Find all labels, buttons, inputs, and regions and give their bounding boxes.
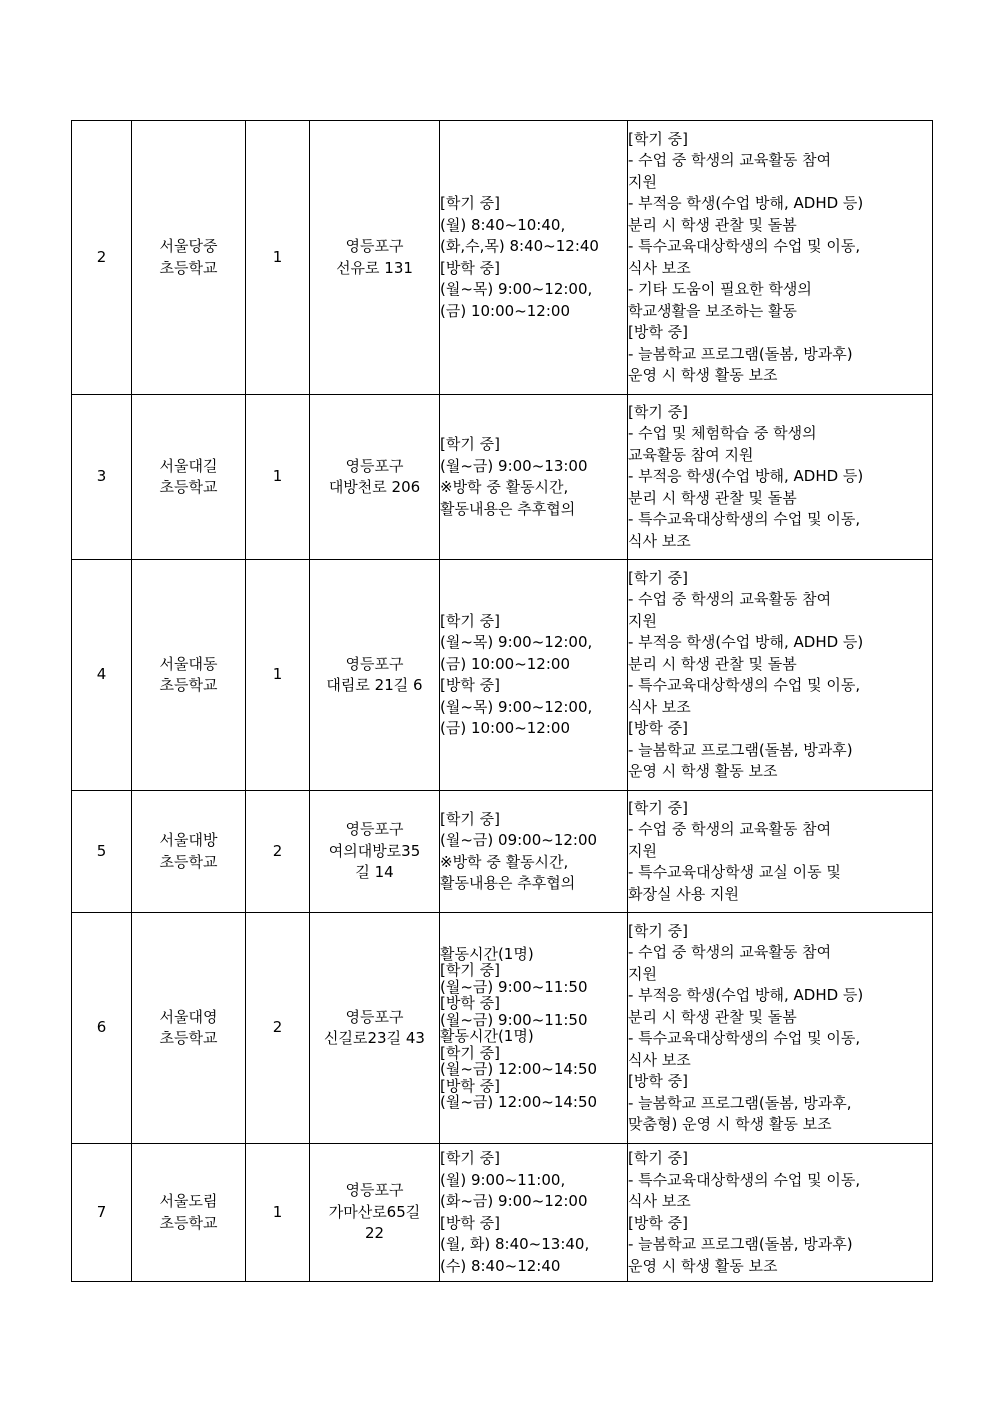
school-name: [132, 395, 246, 560]
school-line: 초등학교: [159, 1213, 218, 1232]
duties-line: 지원: [628, 964, 657, 983]
school-address: [310, 913, 440, 1144]
address-line: 길 14: [355, 863, 394, 882]
hours-line: [방학 중]: [440, 258, 500, 277]
duties-line: 식사 보조: [628, 1050, 691, 1069]
hours-line: (월~목) 9:00~12:00,: [440, 697, 593, 716]
address-line: 대방천로 206: [328, 478, 421, 496]
hours-line: [학기 중]: [440, 1149, 500, 1167]
table-row: [72, 1144, 933, 1282]
address-line: 여의대방로35: [328, 841, 421, 860]
hours-line: [방학 중]: [440, 1213, 500, 1232]
duties-line: 분리 시 학생 관찰 및 돌봄: [628, 1007, 797, 1026]
hours-line: (금) 10:00~12:00: [440, 301, 570, 320]
address-line: 영등포구: [345, 1181, 404, 1200]
hours-line: 활동내용은 추후협의: [440, 499, 576, 518]
headcount: 2: [246, 791, 310, 913]
duties-line: - 특수교육대상학생의 수업 및 이동,: [628, 1170, 861, 1189]
duties-line: 운영 시 학생 활동 보조: [628, 366, 778, 384]
duties-line: 분리 시 학생 관찰 및 돌봄: [628, 488, 797, 507]
hours-line: (월~금) 9:00~11:50: [440, 977, 588, 996]
address-line: 선유로 131: [336, 258, 413, 277]
duties-line: - 부적응 학생(수업 방해, ADHD 등): [628, 633, 864, 651]
duties-line: - 특수교육대상학생의 수업 및 이동,: [628, 1029, 861, 1047]
hours-line: [학기 중]: [440, 1043, 500, 1062]
school-name: [132, 121, 246, 395]
row-number: 7: [72, 1144, 132, 1282]
school-address: [310, 1144, 440, 1282]
duties-line: [방학 중]: [628, 719, 688, 737]
school-name: [132, 1144, 246, 1282]
working-hours: [440, 121, 628, 395]
duties-line: - 부적응 학생(수업 방해, ADHD 등): [628, 194, 864, 212]
hours-line: [학기 중]: [440, 435, 500, 453]
working-hours: [440, 791, 628, 913]
duties-line: 지원: [628, 611, 657, 630]
duties-line: 화장실 사용 지원: [628, 884, 739, 903]
headcount: 1: [246, 121, 310, 395]
duty-description: [628, 913, 933, 1144]
duties-line: - 늘봄학교 프로그램(돌봄, 방과후): [628, 740, 853, 759]
hours-line: [방학 중]: [440, 676, 500, 694]
duties-line: [학기 중]: [628, 1149, 688, 1167]
hours-line: (월) 8:40~10:40,: [440, 215, 566, 234]
table-row: [72, 121, 933, 395]
duties-line: - 부적응 학생(수업 방해, ADHD 등): [628, 986, 864, 1004]
duties-line: [학기 중]: [628, 129, 688, 148]
row-number: 3: [72, 395, 132, 560]
duties-line: 맞춤형) 운영 시 학생 활동 보조: [628, 1115, 832, 1133]
hours-line: 활동시간(1명): [440, 1027, 534, 1045]
hours-line: (월~금) 12:00~14:50: [440, 1093, 598, 1111]
working-hours: [440, 560, 628, 791]
school-address: [310, 560, 440, 791]
hours-line: (금) 10:00~12:00: [440, 719, 570, 737]
headcount: 2: [246, 913, 310, 1144]
table-row: [72, 913, 933, 1144]
duties-line: 교육활동 참여 지원: [628, 445, 754, 464]
duties-line: - 늘봄학교 프로그램(돌봄, 방과후,: [628, 1093, 852, 1112]
duties-line: [학기 중]: [628, 921, 688, 940]
duty-description: [628, 121, 933, 395]
duty-description: [628, 560, 933, 791]
school-line: 초등학교: [159, 258, 218, 277]
hours-line: (월~목) 9:00~12:00,: [440, 280, 593, 298]
table-row: [72, 395, 933, 560]
hours-line: ※방학 중 활동시간,: [440, 478, 569, 496]
hours-line: 활동시간(1명): [440, 944, 534, 963]
hours-line: [학기 중]: [440, 961, 500, 979]
hours-line: (금) 10:00~12:00: [440, 654, 570, 673]
address-line: 영등포구: [345, 456, 404, 475]
duties-line: 식사 보조: [628, 1192, 691, 1210]
address-line: 대림로 21길 6: [326, 676, 423, 694]
hours-line: (월~금) 9:00~11:50: [440, 1010, 588, 1029]
duty-description: [628, 395, 933, 560]
duties-line: - 수업 중 학생의 교육활동 참여: [628, 151, 832, 169]
duties-line: 지원: [628, 172, 657, 191]
address-line: 가마산로65길: [328, 1202, 421, 1221]
hours-line: (월) 9:00~11:00,: [440, 1170, 566, 1189]
school-line: 초등학교: [159, 852, 218, 871]
duties-line: - 기타 도움이 필요한 학생의: [628, 280, 812, 298]
duties-line: - 특수교육대상학생의 수업 및 이동,: [628, 510, 861, 529]
duties-line: [방학 중]: [628, 323, 688, 341]
headcount: 1: [246, 395, 310, 560]
duty-description: [628, 791, 933, 913]
address-line: 영등포구: [345, 1007, 404, 1026]
duties-line: 식사 보조: [628, 697, 691, 716]
row-number: 2: [72, 121, 132, 395]
duties-line: 식사 보조: [628, 531, 691, 550]
school-name: [132, 791, 246, 913]
hours-line: [학기 중]: [440, 194, 500, 212]
duties-line: - 수업 중 학생의 교육활동 참여: [628, 943, 832, 961]
duties-line: - 부적응 학생(수업 방해, ADHD 등): [628, 467, 864, 486]
duties-line: - 수업 및 체험학습 중 학생의: [628, 424, 817, 443]
school-assistant-table: [71, 120, 933, 1282]
school-name: [132, 560, 246, 791]
hours-line: (월, 화) 8:40~13:40,: [440, 1235, 590, 1253]
hours-line: (월~금) 9:00~13:00: [440, 456, 588, 475]
school-line: 서울대길: [159, 456, 218, 475]
row-number: 5: [72, 791, 132, 913]
hours-line: (수) 8:40~12:40: [440, 1256, 561, 1275]
school-address: [310, 395, 440, 560]
duties-line: [방학 중]: [628, 1072, 688, 1090]
duties-line: - 수업 중 학생의 교육활동 참여: [628, 590, 832, 608]
hours-line: ※방학 중 활동시간,: [440, 852, 569, 871]
duties-line: 분리 시 학생 관찰 및 돌봄: [628, 654, 797, 673]
address-line: 22: [364, 1224, 385, 1243]
address-line: 영등포구: [345, 820, 404, 839]
hours-line: [학기 중]: [440, 611, 500, 630]
headcount: 1: [246, 560, 310, 791]
duties-line: - 특수교육대상학생의 수업 및 이동,: [628, 676, 861, 694]
row-number: 6: [72, 913, 132, 1144]
hours-line: [학기 중]: [440, 809, 500, 828]
hours-line: (화,수,목) 8:40~12:40: [440, 237, 599, 255]
school-address: [310, 121, 440, 395]
working-hours: [440, 1144, 628, 1282]
duty-description: [628, 1144, 933, 1282]
headcount: 1: [246, 1144, 310, 1282]
duties-line: [방학 중]: [628, 1213, 688, 1232]
address-line: 영등포구: [345, 654, 404, 673]
duties-line: [학기 중]: [628, 798, 688, 817]
working-hours: [440, 395, 628, 560]
hours-line: 활동내용은 추후협의: [440, 874, 576, 892]
hours-line: (월~목) 9:00~12:00,: [440, 633, 593, 651]
school-line: 서울당중: [159, 237, 218, 255]
school-name: [132, 913, 246, 1144]
duties-line: 운영 시 학생 활동 보조: [628, 1256, 778, 1275]
address-line: 영등포구: [345, 237, 404, 255]
duties-line: - 특수교육대상학생 교실 이동 및: [628, 863, 841, 882]
duties-line: - 특수교육대상학생의 수업 및 이동,: [628, 237, 861, 255]
school-line: 서울대동: [159, 654, 218, 673]
duties-line: - 늘봄학교 프로그램(돌봄, 방과후): [628, 1235, 853, 1253]
working-hours: [440, 913, 628, 1144]
duties-line: - 늘봄학교 프로그램(돌봄, 방과후): [628, 344, 853, 363]
school-line: 초등학교: [159, 1029, 218, 1047]
duties-line: 운영 시 학생 활동 보조: [628, 762, 778, 780]
school-line: 서울대방: [159, 831, 218, 849]
duties-line: 지원: [628, 841, 657, 860]
hours-line: [방학 중]: [440, 994, 500, 1012]
school-address: [310, 791, 440, 913]
row-number: 4: [72, 560, 132, 791]
address-line: 신길로23길 43: [324, 1029, 425, 1047]
hours-line: (화~금) 9:00~12:00: [440, 1192, 588, 1210]
table-row: [72, 560, 933, 791]
duties-line: - 수업 중 학생의 교육활동 참여: [628, 820, 832, 839]
duties-line: 식사 보조: [628, 258, 691, 277]
school-line: 초등학교: [159, 676, 218, 694]
school-line: 서울도림: [159, 1192, 218, 1210]
duties-line: 학교생활을 보조하는 활동: [628, 301, 797, 320]
duties-line: [학기 중]: [628, 402, 688, 421]
hours-line: (월~금) 09:00~12:00: [440, 831, 598, 849]
school-line: 초등학교: [159, 478, 218, 496]
duties-line: [학기 중]: [628, 568, 688, 587]
hours-line: [방학 중]: [440, 1076, 500, 1095]
table-body: [72, 121, 933, 1282]
hours-line: (월~금) 12:00~14:50: [440, 1060, 598, 1078]
table-row: [72, 791, 933, 913]
school-line: 서울대영: [159, 1007, 218, 1026]
duties-line: 분리 시 학생 관찰 및 돌봄: [628, 215, 797, 234]
